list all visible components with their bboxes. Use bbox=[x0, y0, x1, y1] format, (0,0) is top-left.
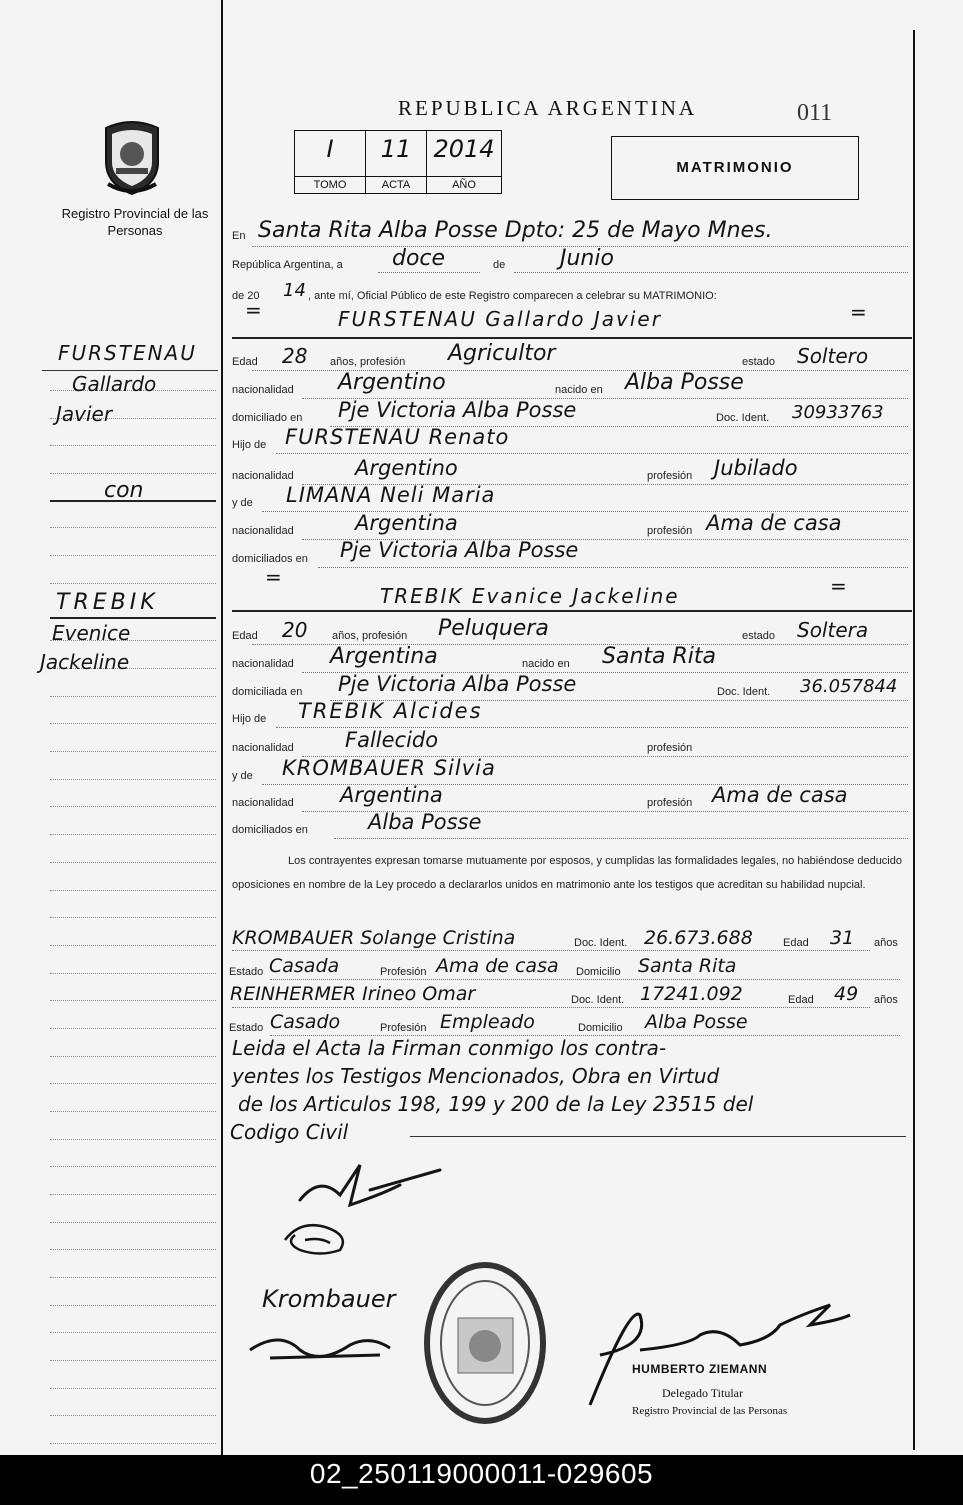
bride-father: TREBIK Alcides bbox=[298, 699, 483, 723]
witness2-edad: 49 bbox=[834, 983, 859, 1005]
groom-profesion-label: años, profesión bbox=[330, 356, 406, 368]
groom-mother-prof: Ama de casa bbox=[706, 511, 842, 535]
bride-domicilio: Pje Victoria Alba Posse bbox=[338, 672, 577, 696]
groom-edad: 28 bbox=[282, 344, 308, 368]
day-value: doce bbox=[392, 246, 446, 271]
bride-profesion-label: años, profesión bbox=[332, 630, 408, 642]
officer-name: HUMBERTO ZIEMANN bbox=[632, 1362, 768, 1376]
groom-domicilio-label: domiciliado en bbox=[232, 412, 303, 424]
groom-padres-dom-label: domiciliados en bbox=[232, 553, 308, 565]
document-code: 02_250119000011-029605 bbox=[309, 1458, 654, 1489]
groom-hijo-label: Hijo de bbox=[232, 439, 267, 451]
bride-mother-nac-label: nacionalidad bbox=[232, 797, 294, 809]
groom-mother-prof-label: profesión bbox=[647, 525, 693, 537]
legal-body-text: Los contrayentes expresan tomarse mutuamente por esposos, y cumplidas las formalidades legales, no habiéndose deducido oposiciones en nombre de la Ley procedo a declararlos unidos en matrimonio ante los testigos que acreditan su habilidad nupcial. bbox=[232, 855, 902, 891]
margin-groom-name2: Javier bbox=[56, 402, 113, 426]
bride-padres-dom: Alba Posse bbox=[368, 810, 482, 834]
bride-full-name: TREBIK Evanice Jackeline bbox=[380, 584, 680, 608]
margin-bride-surname: TREBIK bbox=[56, 590, 159, 615]
bride-signature bbox=[270, 1215, 370, 1260]
groom-nacionalidad-label: nacionalidad bbox=[232, 384, 294, 396]
record-type-box: MATRIMONIO bbox=[611, 136, 859, 200]
groom-mother-nac-label: nacionalidad bbox=[232, 525, 294, 537]
left-margin-line bbox=[221, 0, 223, 1455]
groom-father: FURSTENAU Renato bbox=[285, 425, 510, 449]
intro-text: , ante mí, Oficial Público de este Registro comparecen a celebrar su MATRIMONIO: bbox=[308, 290, 717, 302]
witness1-doc: 26.673.688 bbox=[644, 927, 753, 949]
witness2-signature bbox=[240, 1320, 400, 1370]
witness1-estado-label: Estado bbox=[229, 966, 264, 978]
witness2-estado: Casado bbox=[270, 1011, 341, 1033]
bride-mother-prof-label: profesión bbox=[647, 797, 693, 809]
bride-hijo-label: Hijo de bbox=[232, 713, 267, 725]
margin-groom-name1: Gallardo bbox=[72, 372, 157, 396]
witness1-edad: 31 bbox=[830, 927, 855, 949]
bride-padres-dom-label: domiciliados en bbox=[232, 824, 308, 836]
groom-yde-label: y de bbox=[232, 497, 253, 509]
witness2-anos-label: años bbox=[874, 994, 898, 1006]
tomo-value: I bbox=[326, 135, 334, 163]
witness2-domicilio: Alba Posse bbox=[645, 1011, 748, 1033]
witness1-anos-label: años bbox=[874, 937, 898, 949]
bride-estado-label: estado bbox=[742, 630, 776, 642]
witness2-domicilio-label: Domicilio bbox=[578, 1022, 623, 1034]
republica-label: República Argentina, a bbox=[232, 259, 343, 271]
witness2-name: REINHERMER Irineo Omar bbox=[230, 983, 476, 1005]
month-value: Junio bbox=[560, 246, 614, 271]
groom-nacionalidad: Argentino bbox=[338, 370, 446, 395]
groom-estado-label: estado bbox=[742, 356, 776, 368]
official-stamp bbox=[420, 1258, 550, 1428]
groom-mother-nac: Argentina bbox=[355, 511, 458, 535]
witness1-edad-label: Edad bbox=[783, 937, 809, 949]
bride-mother-prof: Ama de casa bbox=[712, 783, 848, 807]
margin-connector: con bbox=[104, 478, 144, 503]
witness2-edad-label: Edad bbox=[788, 994, 814, 1006]
country-title: REPUBLICA ARGENTINA bbox=[398, 96, 698, 120]
bride-nacido: Santa Rita bbox=[602, 644, 716, 669]
bride-doc-label: Doc. Ident. bbox=[717, 686, 771, 698]
groom-father-prof-label: profesión bbox=[647, 470, 693, 482]
groom-signature bbox=[280, 1155, 460, 1215]
bride-father-nac: Fallecido bbox=[345, 728, 439, 752]
document-page: Registro Provincial de las Personas REPUBLICA ARGENTINA 011 I TOMO 11 ACTA 2014 AÑO MATRIMONIO FURSTENAU Gallardo Javier con TREBIK Evenice Jackeline En Santa Rita Alba Posse Dpto: 25 de Mayo Mnes. República Argentina, a doce de Junio de 20 14 , ante mí, Oficial Público de este Registro comparecen a celebrar su MATRIMONIO: = FURSTENAU Gallardo Javier = Edad 28 años, profesión Agricultor estado Soltero nacionalidad Argentino nacido en Alba Posse domiciliado en Pje Victoria Alba Posse Doc. Ident. 30933763 Hijo de FURSTENAU Renato nacionalidad Argentino profesión Jubilado y de LIMANA Neli Maria nacionalidad Argentina profesión Ama de casa domiciliados en Pje Victoria Alba Posse = TREBIK Evanice Jackeline = Edad 20 años, profesión Peluquera estado Soltera nacionalidad Argentina nacido en Santa Rita domiciliada en Pje Victoria Alba Posse Doc. Ident. 36.057844 Hijo de TREBIK Alcides nacionalidad Fallecido profesión y de KROMBAUER Silvia nacionalidad Argentina profesión Ama de casa domiciliados en Alba Posse Los contrayentes expresan tomarse mutuamente por esposos, y cumplidas las formalidades legales, no habiéndose deducido oposiciones en nombre de la Ley procedo a declararlos unidos en matrimonio ante los testigos que acreditan su habilidad nupcial. KROMBAUER Solange Cristina Doc. Ident. 26.673.688 Edad 31 años Estado Casada Profesión Ama de casa Domicilio Santa Rita REINHERMER Irineo Omar Doc. Ident. 17241.092 Edad 49 años Estado Casado Profesión Empleado Domicilio Alba Posse Leida el Acta la Firman conmigo los contra- yentes los Testigos Mencionados, Obra en Virtud de los Articulos 198, 199 y 200 de la Ley 23515 del Codigo Civil Krombauer HUMBERTO ZIEMANN Delegado Titular Registro Provincial de las Personas bbox=[0, 0, 963, 1455]
groom-father-nac: Argentino bbox=[355, 456, 458, 480]
closing-note-line4: Codigo Civil bbox=[230, 1120, 349, 1144]
place-value: Santa Rita Alba Posse Dpto: 25 de Mayo Mnes. bbox=[258, 218, 773, 243]
bride-doc: 36.057844 bbox=[800, 676, 898, 697]
province-seal-logo bbox=[98, 118, 166, 196]
bride-yde-label: y de bbox=[232, 770, 253, 782]
registry-reference-box bbox=[294, 130, 502, 194]
groom-doc: 30933763 bbox=[792, 402, 884, 423]
bride-profesion: Peluquera bbox=[438, 616, 549, 641]
de-label: de bbox=[493, 259, 506, 271]
groom-nacido-label: nacido en bbox=[555, 384, 603, 396]
groom-estado: Soltero bbox=[797, 344, 869, 368]
acta-value: 11 bbox=[380, 135, 412, 163]
groom-father-nac-label: nacionalidad bbox=[232, 470, 294, 482]
bride-edad-label: Edad bbox=[232, 630, 258, 642]
closing-note-line1: Leida el Acta la Firman conmigo los contra- bbox=[232, 1036, 667, 1060]
closing-note-line2: yentes los Testigos Mencionados, Obra en Virtud bbox=[232, 1064, 720, 1088]
witness2-estado-label: Estado bbox=[229, 1022, 264, 1034]
groom-profesion: Agricultor bbox=[448, 341, 556, 366]
witness1-doc-label: Doc. Ident. bbox=[574, 937, 628, 949]
bride-edad: 20 bbox=[282, 618, 308, 642]
witness2-doc: 17241.092 bbox=[640, 983, 743, 1005]
year-prefix: de 20 bbox=[232, 290, 260, 302]
groom-edad-label: Edad bbox=[232, 356, 258, 368]
bride-estado: Soltera bbox=[797, 618, 869, 642]
registry-name: Registro Provincial de las Personas bbox=[61, 206, 209, 238]
anio-value: 2014 bbox=[433, 135, 495, 163]
witness2-profesion: Empleado bbox=[440, 1011, 535, 1033]
en-label: En bbox=[232, 230, 246, 242]
witness1-domicilio-label: Domicilio bbox=[576, 966, 621, 978]
witness2-doc-label: Doc. Ident. bbox=[571, 994, 625, 1006]
margin-groom-surname: FURSTENAU bbox=[58, 341, 197, 365]
officer-title: Delegado Titular bbox=[662, 1386, 743, 1400]
tomo-label: TOMO bbox=[295, 176, 365, 193]
right-margin-line bbox=[913, 30, 915, 1450]
groom-nacido: Alba Posse bbox=[625, 370, 744, 395]
page-number: 011 bbox=[797, 100, 833, 126]
witness1-domicilio: Santa Rita bbox=[638, 955, 737, 977]
groom-doc-label: Doc. Ident. bbox=[716, 412, 770, 424]
officer-office: Registro Provincial de las Personas bbox=[632, 1405, 788, 1417]
bride-mother-nac: Argentina bbox=[340, 783, 443, 807]
witness1-signature: Krombauer bbox=[262, 1285, 396, 1313]
bride-nacido-label: nacido en bbox=[522, 658, 570, 670]
groom-domicilio: Pje Victoria Alba Posse bbox=[338, 398, 577, 422]
anio-label: AÑO bbox=[427, 176, 501, 193]
bride-mother: KROMBAUER Silvia bbox=[282, 756, 496, 780]
witness1-profesion-label: Profesión bbox=[380, 966, 427, 978]
bride-nacionalidad-label: nacionalidad bbox=[232, 658, 294, 670]
bride-father-nac-label: nacionalidad bbox=[232, 742, 294, 754]
witness1-name: KROMBAUER Solange Cristina bbox=[232, 927, 516, 949]
groom-full-name: FURSTENAU Gallardo Javier bbox=[338, 307, 662, 331]
officer-signature bbox=[540, 1285, 860, 1425]
tomo-cell bbox=[295, 131, 366, 193]
closing-note-line3: de los Articulos 198, 199 y 200 de la Ley 23515 del bbox=[238, 1092, 754, 1116]
groom-mother: LIMANA Neli Maria bbox=[286, 483, 496, 507]
acta-label: ACTA bbox=[366, 176, 426, 193]
anio-cell bbox=[427, 131, 501, 193]
witness1-profesion: Ama de casa bbox=[436, 955, 559, 977]
witness2-profesion-label: Profesión bbox=[380, 1022, 427, 1034]
bride-nacionalidad: Argentina bbox=[330, 644, 438, 669]
groom-padres-dom: Pje Victoria Alba Posse bbox=[340, 538, 579, 562]
witness1-estado: Casada bbox=[269, 955, 340, 977]
year-suffix: 14 bbox=[283, 280, 306, 301]
margin-bride-name2: Jackeline bbox=[40, 650, 130, 674]
bride-father-prof-label: profesión bbox=[647, 742, 693, 754]
groom-father-prof: Jubilado bbox=[714, 456, 798, 480]
margin-bride-name1: Evenice bbox=[52, 621, 131, 645]
bride-domicilio-label: domiciliada en bbox=[232, 686, 303, 698]
acta-cell bbox=[366, 131, 427, 193]
